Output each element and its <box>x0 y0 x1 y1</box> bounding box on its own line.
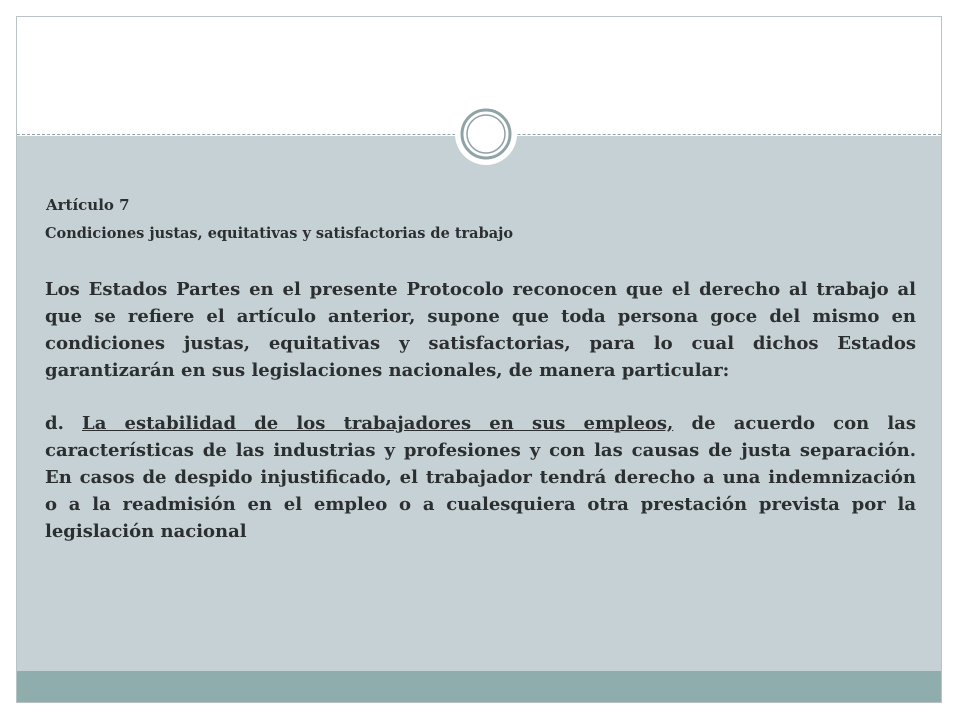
article-title: Condiciones justas, equitativas y satisfactorias de trabajo <box>45 225 514 242</box>
intro-paragraph: Los Estados Partes en el presente Protocolo reconocen que el derecho al trabajo al que se refiere el artículo anterior, supone que toda persona goce del mismo en condiciones justas, equitativas y satisfactorias, para lo cual dichos Estados garantizarán en sus legislaciones nacionales, de manera particular: <box>45 279 916 381</box>
circle-ornament-icon <box>455 103 517 165</box>
item-d-paragraph <box>45 410 916 545</box>
item-d-underlined-text: La estabilidad de los trabajadores en sus empleos, <box>82 413 674 434</box>
content-band <box>17 136 941 671</box>
footer-band <box>17 671 941 703</box>
item-d-rest: de acuerdo con las características de las industrias y profesiones y con las causas de justa separación. En casos de despido injustificado, el trabajador tendrá derecho a una indemnización o a la readmisión en el empleo o a cualesquiera otra prestación prevista por la legislación nacional <box>45 413 916 542</box>
item-d-prefix: d. <box>45 413 83 434</box>
article-label: Artículo 7 <box>46 196 130 214</box>
